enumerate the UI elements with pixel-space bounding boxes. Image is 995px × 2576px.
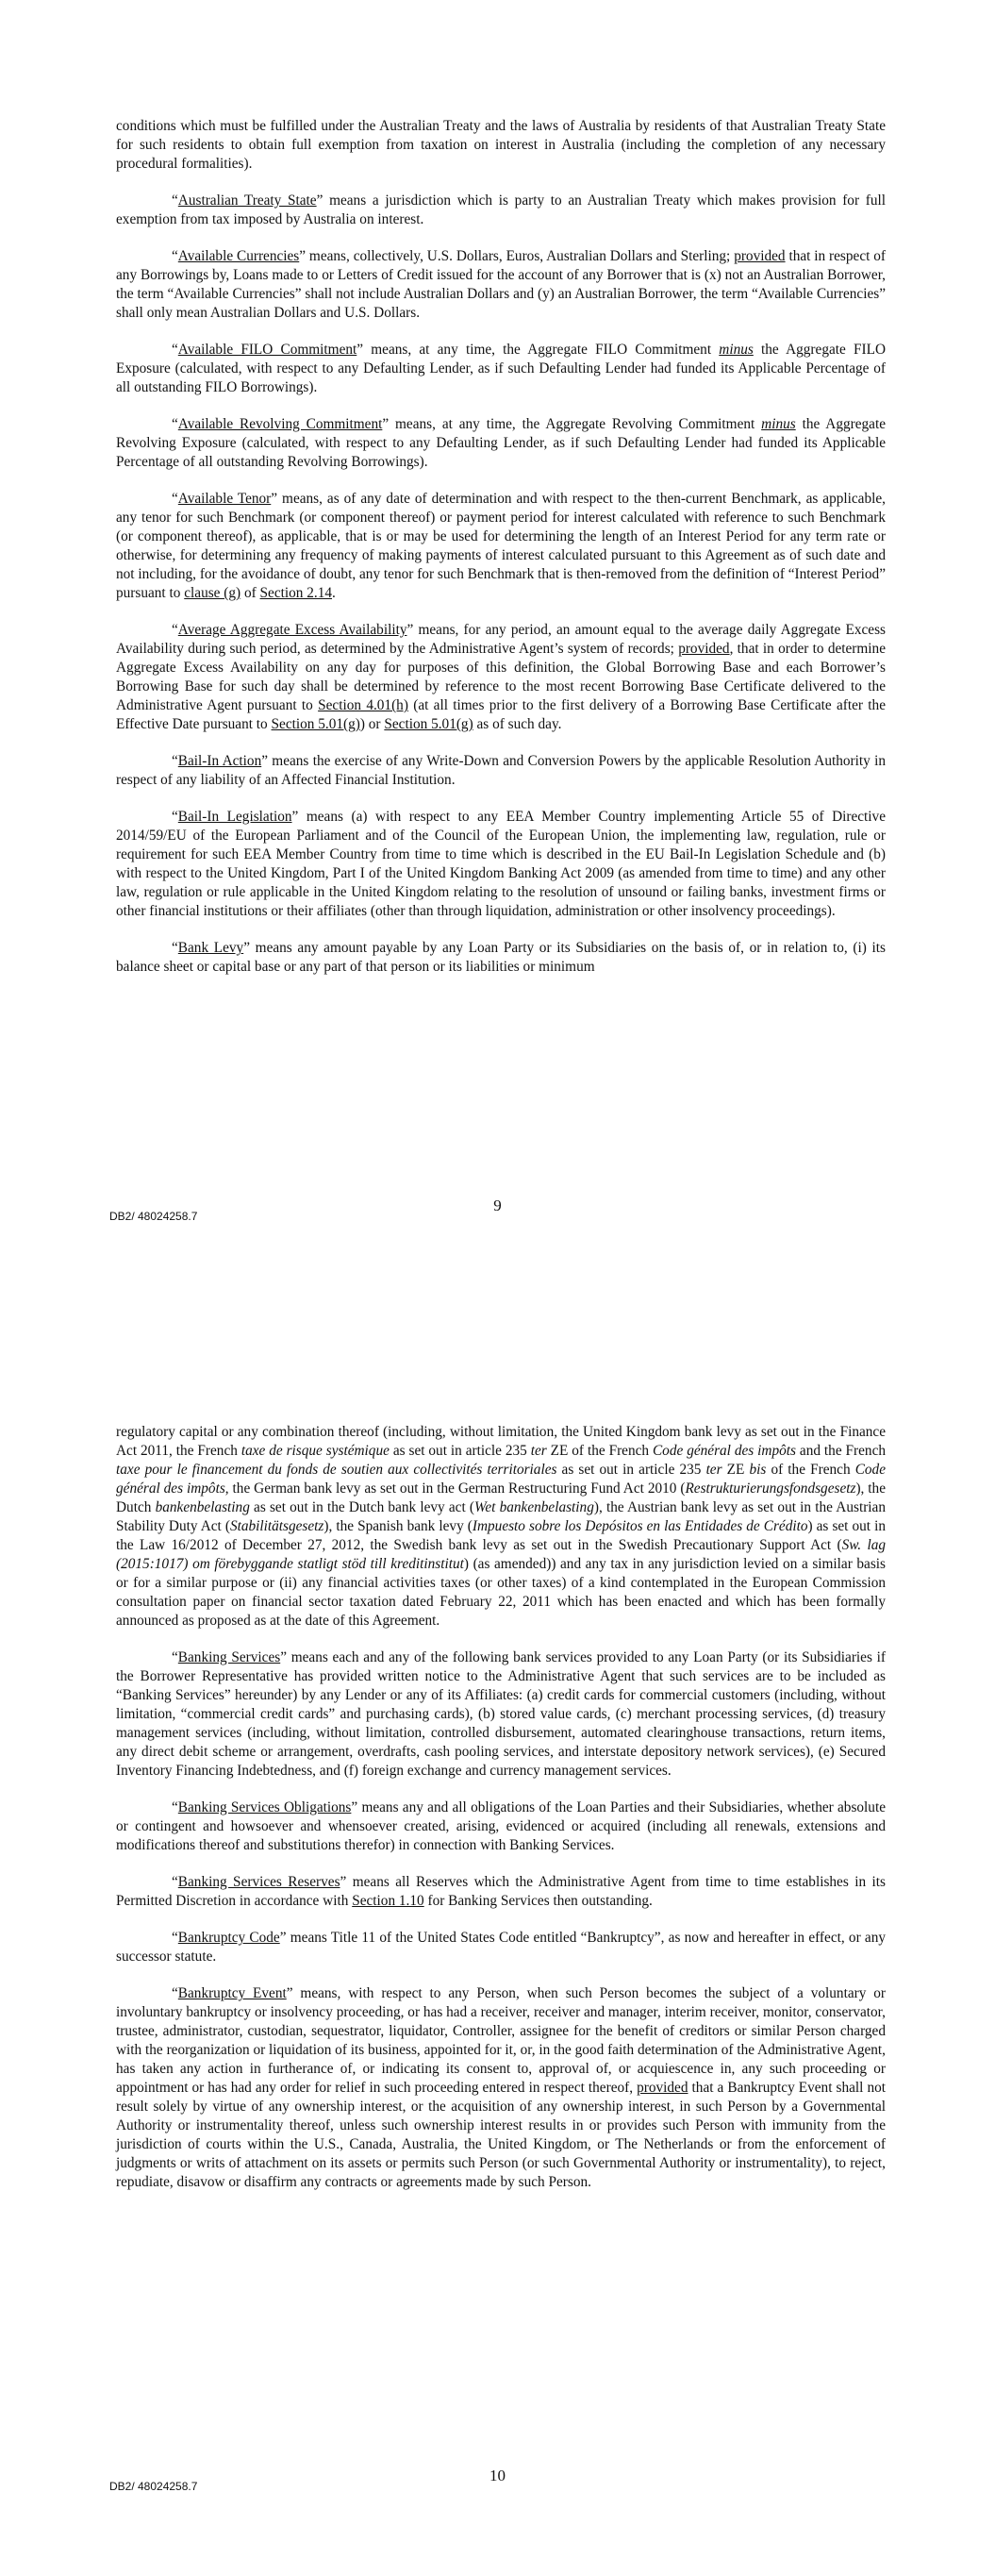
text-run: “ (172, 1649, 178, 1665)
text-run: ZE (721, 1462, 750, 1478)
cross-reference: Section 2.14 (259, 585, 333, 601)
text-run: the Aggregate Revolving Exposure (calculated, with respect to any Defaulting Lender, as if such Defaulting Lender had funded its Applicable Percentage of all outstanding Revolving Borrowings). (116, 416, 886, 470)
definition-banking-services (116, 1648, 886, 1781)
text-run: Sw. lag (2015:1017) om förebyggande statligt stöd till kreditinstitut (116, 1537, 886, 1572)
page-10-body (116, 1423, 886, 2210)
text-run: ) (as amended)) and any tax in any jurisdiction levied on a similar basis or for a similar purpose or (ii) any financial activities taxes (or other taxes) of a kind contemplated in the European Commission consultation paper on financial sector taxation dated February 22, 2011 which has been enacted and which has been formally announced as proposed as at the date of this Agreement. (116, 1556, 886, 1629)
text-run: ” means, at any time, the Aggregate FILO Commitment (357, 342, 720, 358)
page-10 (0, 1283, 995, 2576)
text-run: “ (172, 753, 178, 769)
footer-document-id: DB2/ 48024258.7 (109, 1210, 198, 1223)
text-run: ” means any and all obligations of the Loan Parties and their Subsidiaries, whether absolute or contingent and howsoever and whensoever created, arising, evidenced or acquired (including all renewals, extensions and modifications thereof and substitutions therefor) in connection with Banking Services. (116, 1799, 886, 1853)
text-run: , that in order to determine Aggregate Excess Availability on any day for purposes of this definition, the Global Borrowing Base and each Borrower’s Borrowing Base for such day shall be determined by reference to the most recent Borrowing Base Certificate delivered to the Administrative Agent pursuant to (116, 641, 886, 713)
text-run: as set out in the Dutch bank levy act ( (249, 1499, 475, 1515)
text-run: ” means, with respect to any Person, when such Person becomes the subject of a voluntary or involuntary bankruptcy or insolvency proceeding, or has had a receiver, receiver and manager, interim receiver, monitor, conservator, trustee, administrator, custodian, sequestrator, liquidator, Controller, assignee for the benefit of creditors or similar Person charged with the reorganization or liquidation of its business, appointed for it, or, in the good faith determination of the Administrative Agent, has taken any action in furtherance of, or indicating its consent to, approval of, or acquiescence in, any such proceeding or appointment or has had any order for relief in such proceeding entered in respect thereof, (116, 1985, 886, 2096)
text-run: and the French (795, 1443, 887, 1459)
text-run: regulatory capital or any combination thereof (including, without limitation, the United Kingdom bank levy as set out in the Finance Act 2011, the French (116, 1424, 886, 1459)
definition-available-currencies (116, 247, 886, 323)
text-run: as of such day. (473, 716, 562, 732)
text-run: ” means the exercise of any Write-Down and Conversion Powers by the applicable Resolution Authority in respect of any liability of an Affected Financial Institution. (116, 753, 886, 788)
text-run: Code général des impôts (652, 1443, 796, 1459)
cross-reference: Section 4.01(h) (318, 697, 408, 713)
definition-available-tenor (116, 490, 886, 603)
defined-term: Banking Services (177, 1649, 281, 1665)
text-run: “ (172, 809, 178, 825)
text-run: “ (172, 622, 178, 638)
defined-term: Banking Services Obligations (177, 1799, 352, 1815)
page-9 (0, 0, 995, 1283)
defined-term: Australian Treaty State (177, 192, 317, 209)
text-run: the Aggregate FILO Exposure (calculated, with respect to any Defaulting Lender, as if such Defaulting Lender had funded its Applicable Percentage of all outstanding FILO Borrowings). (116, 342, 886, 395)
text-run: ” means Title 11 of the United States Code entitled “Bankruptcy”, as now and hereafter in effect, or any successor statute. (116, 1930, 887, 1965)
defined-term: Bank Levy (177, 940, 244, 956)
text-run: “ (172, 1930, 178, 1946)
cross-reference: Section 5.01(g) (271, 716, 360, 732)
text-run: of (240, 585, 260, 601)
defined-term: Available FILO Commitment (177, 342, 357, 358)
text-run: ” means a jurisdiction which is party to an Australian Treaty which makes provision for full exemption from tax imposed by Australia on interest. (116, 192, 886, 227)
text-run: ” means, collectively, U.S. Dollars, Euros, Australian Dollars and Sterling; (299, 248, 735, 264)
definition-bank-levy (116, 939, 886, 977)
text-run: ), the Spanish bank levy ( (323, 1518, 473, 1534)
text-run: as set out in article 235 (556, 1462, 706, 1478)
defined-term: Bail-In Legislation (177, 809, 292, 825)
text-run: ) as set out in the Law 16/2012 of December 27, 2012, the Swedish bank levy as set out in the Swedish Precautionary Support Act ( (116, 1518, 886, 1553)
cross-reference: Section 1.10 (352, 1893, 424, 1909)
text-run: ” means each and any of the following bank services provided to any Loan Party (or its Subsidiaries if the Borrower Representative has provided written notice to the Administrative Agent that such services are to be included as “Banking Services” hereunder) by any Lender or any of its Affiliates: (a) credit cards for commercial customers (including, without limitation, “commercial credit cards” and purchasing cards), (b) stored value cards, (c) merchant processing services, (d) treasury management services (including, without limitation, controlled disbursement, automated clearinghouse transactions, return items, any direct debit scheme or arrangement, overdrafts, cash pooling services, and interstate depository network services), (e) Secured Inventory Financing Indebtedness, and (f) foreign exchange and currency management services. (116, 1649, 886, 1779)
text-run: “ (172, 416, 178, 432)
text-run: provided (637, 2080, 688, 2096)
text-run: “ (172, 1985, 178, 2001)
text-run: Wet bankenbelasting (474, 1499, 594, 1515)
defined-term: Available Tenor (177, 491, 272, 507)
text-run: minus (761, 416, 796, 432)
text-run: ” means any amount payable by any Loan Party or its Subsidiaries on the basis of, or in relation to, (i) its balance sheet or capital base or any part of that person or its liabilities or minimum (116, 940, 886, 975)
text-run: provided (734, 248, 786, 264)
defined-term: Bankruptcy Event (177, 1985, 287, 2001)
definition-bail-in-legislation (116, 808, 886, 921)
text-run: ZE of the French (546, 1443, 653, 1459)
paragraph-treaty-conditions (116, 117, 886, 174)
page-number: 9 (493, 1196, 502, 1214)
text-run: “ (172, 1874, 178, 1890)
text-run: ” means all Reserves which the Administrative Agent from time to time establishes in its Permitted Discretion in accordance with (116, 1874, 886, 1909)
text-run: bankenbelasting (155, 1499, 250, 1515)
text-run: “ (172, 491, 178, 507)
cross-reference: clause (g) (184, 585, 241, 601)
page-9-body (116, 117, 886, 995)
definition-banking-services-reserves (116, 1873, 886, 1911)
definition-bankruptcy-event (116, 1984, 886, 2192)
text-run: “ (172, 940, 178, 956)
text-run: for Banking Services then outstanding. (423, 1893, 653, 1909)
text-run: ter (530, 1443, 547, 1459)
text-run: (at all times prior to the first delivery of a Borrowing Base Certificate after the Effective Date pursuant to (116, 697, 887, 732)
text-run: ” means, as of any date of determination and with respect to the then-current Benchmark, as applicable, any tenor for such Benchmark (or component thereof) or payment period for interest calculated with reference to such Benchmark (or component thereof), as applicable, that is or may be used for determining the length of an Interest Period for any term rate or otherwise, for determining any frequency of making payments of interest calculated pursuant to this Agreement as of such date and not including, for the avoidance of doubt, any tenor for such Benchmark that is then-removed from the definition of “Interest Period” pursuant to (116, 491, 886, 601)
text-run: taxe de risque systémique (240, 1443, 390, 1459)
text-run: ter (705, 1462, 722, 1478)
text-run: Restrukturierungsfondsgesetz (685, 1480, 856, 1497)
text-run: ), the Austrian bank levy as set out in the Austrian Stability Duty Act ( (116, 1499, 886, 1534)
definition-average-aggregate-excess-availability (116, 621, 886, 734)
text-run: ” means, for any period, an amount equal to the average daily Aggregate Excess Availability during such period, as determined by the Administrative Agent’s system of records; (116, 622, 886, 657)
text-run: Impuesto sobre los Depósitos en las Entidades de Crédito (472, 1518, 808, 1534)
text-run: that in respect of any Borrowings by, Loans made to or Letters of Credit issued for the account of any Borrower that is (x) not an Australian Borrower, the term “Available Currencies” shall not include Australian Dollars and (y) an Australian Borrower, the term “Available Currencies” shall only mean Australian Dollars and U.S. Dollars. (116, 248, 886, 321)
text-run: conditions which must be fulfilled under the Australian Treaty and the laws of Australia by residents of that Australian Treaty State for such residents to obtain full exemption from taxation on interest in Australia (including the completion of any necessary procedural formalities). (116, 118, 886, 172)
text-run: ) or (359, 716, 385, 732)
defined-term: Available Revolving Commitment (177, 416, 383, 432)
text-run: ), the Dutch (116, 1480, 886, 1515)
defined-term: Banking Services Reserves (177, 1874, 340, 1890)
text-run: “ (172, 248, 178, 264)
defined-term: Available Currencies (177, 248, 300, 264)
text-run: “ (172, 192, 178, 209)
text-run: bis (749, 1462, 767, 1478)
paragraph-bank-levy-continued (116, 1423, 886, 1631)
text-run: , the German bank levy as set out in the German Restructuring Fund Act 2010 ( (224, 1480, 686, 1497)
text-run: Code général des impôts (116, 1462, 886, 1497)
definition-available-filo-commitment (116, 341, 886, 397)
text-run: ” means, at any time, the Aggregate Revolving Commitment (382, 416, 762, 432)
text-run: minus (719, 342, 754, 358)
definition-banking-services-obligations (116, 1798, 886, 1855)
defined-term: Bankruptcy Code (177, 1930, 280, 1946)
definition-bail-in-action (116, 752, 886, 790)
text-run: ” means (a) with respect to any EEA Member Country implementing Article 55 of Directive 2014/59/EU of the European Parliament and of the Council of the European Union, the implementing law, regulation, rule or requirement for such EEA Member Country from time to time which is described in the EU Bail-In Legislation Schedule and (b) with respect to the United Kingdom, Part I of the United Kingdom Banking Act 2009 (as amended from time to time) and any other law, regulation or rule applicable in the United Kingdom relating to the resolution of unsound or failing banks, investment firms or other financial institutions or their affiliates (other than through liquidation, administration or other insolvency proceedings). (116, 809, 886, 919)
text-run: that a Bankruptcy Event shall not result solely by virtue of any ownership interest, or the acquisition of any ownership interest, in such Person by a Governmental Authority or instrumentality thereof, unless such ownership interest results in or provides such Person with immunity from the jurisdiction of courts within the U.S., Canada, Australia, the United Kingdom, or The Netherlands or from the enforcement of judgments or writs of attachment on its assets or permits such Person (or such Governmental Authority or instrumentality), to reject, repudiate, disavow or disaffirm any contracts or agreements made by such Person. (116, 2080, 886, 2190)
footer-document-id: DB2/ 48024258.7 (109, 2480, 198, 2493)
page-number: 10 (489, 2467, 506, 2484)
text-run: “ (172, 342, 178, 358)
definition-available-revolving-commitment (116, 415, 886, 472)
text-run: provided (678, 641, 730, 657)
defined-term: Average Aggregate Excess Availability (177, 622, 407, 638)
text-run: as set out in article 235 (389, 1443, 531, 1459)
defined-term: Bail-In Action (177, 753, 262, 769)
definition-australian-treaty-state (116, 192, 886, 229)
text-run: Stabilitätsgesetz (229, 1518, 324, 1534)
text-run: “ (172, 1799, 178, 1815)
text-run: taxe pour le financement du fonds de soutien aux collectivités territoriales (116, 1462, 557, 1478)
cross-reference: Section 5.01(g) (384, 716, 473, 732)
text-run: . (332, 585, 336, 601)
definition-bankruptcy-code (116, 1929, 886, 1966)
text-run: of the French (766, 1462, 855, 1478)
